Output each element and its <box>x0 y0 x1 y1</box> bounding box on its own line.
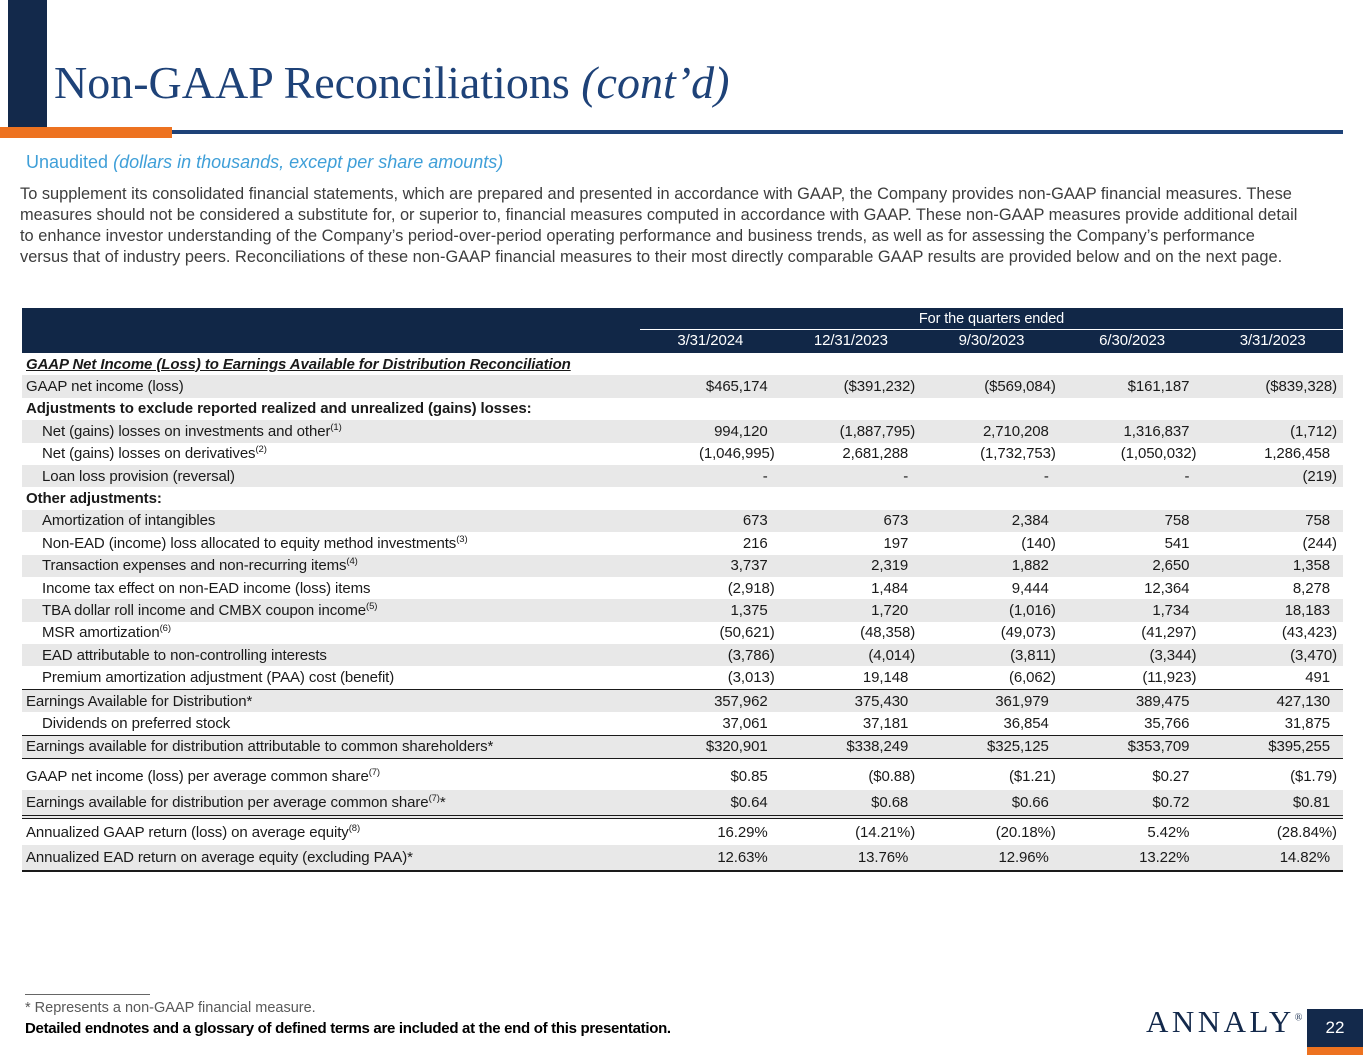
row-value: (1,887,795) <box>839 422 916 440</box>
page-title-text: Non-GAAP Reconciliations <box>54 57 570 108</box>
row-label-suffix: * <box>439 793 446 811</box>
row-value: 1,484 <box>871 579 909 597</box>
row-value: 13.22% <box>1139 849 1190 867</box>
row-label-text: Net (gains) losses on derivatives <box>42 445 256 463</box>
row-value: $0.85 <box>730 768 768 786</box>
column-header: 3/31/2023 <box>1239 332 1306 349</box>
row-value: (43,423) <box>1281 624 1337 642</box>
row-value: $0.66 <box>1011 793 1049 811</box>
page-number-accent-bar <box>1307 1047 1363 1055</box>
row-value: 389,475 <box>1135 692 1190 710</box>
row-value: 37,061 <box>722 714 768 732</box>
table-row <box>22 577 1343 599</box>
intro-paragraph <box>20 184 1350 268</box>
row-value: 37,181 <box>862 714 909 732</box>
intro-line: versus that of industry peers. Reconciliations of these non-GAAP financial measures to their most directly comparable GAAP results are provided below and on the next page. <box>20 248 1283 266</box>
row-value: (48,358) <box>860 624 916 642</box>
row-label-suffix: * <box>487 738 494 756</box>
row-label <box>22 669 640 686</box>
row-label-text: MSR amortization <box>42 624 160 642</box>
row-value: (3,344) <box>1149 646 1197 664</box>
row-value: $353,709 <box>1127 738 1190 756</box>
row-value: (3,811) <box>1010 646 1056 664</box>
row-value: (1,016) <box>1008 601 1056 619</box>
row-value: ($569,084) <box>984 378 1056 396</box>
row-label-text: GAAP net income (loss) per average common share <box>26 768 369 786</box>
row-value: $320,901 <box>705 738 768 756</box>
column-header: 9/30/2023 <box>958 332 1025 349</box>
row-label <box>22 535 640 552</box>
row-value: 2,681,288 <box>842 445 909 463</box>
table-row <box>22 764 1343 790</box>
row-value: 12.96% <box>998 849 1049 867</box>
table-row <box>22 465 1343 487</box>
row-value: $395,255 <box>1268 738 1330 756</box>
footnote-ref: (7) <box>428 792 440 804</box>
unaudited-prefix: Unaudited <box>26 152 114 172</box>
row-value: 1,358 <box>1292 557 1330 575</box>
row-label <box>22 468 640 485</box>
row-value: (11,923) <box>1142 669 1197 687</box>
row-value: 13.76% <box>857 849 909 867</box>
row-label-text: GAAP Net Income (Loss) to Earnings Available for Distribution Reconciliation <box>26 355 571 373</box>
unaudited-italic: (dollars in thousands, except per share amounts) <box>113 152 504 172</box>
table-row <box>22 353 1343 375</box>
row-label-text: Annualized EAD return on average equity (excluding PAA) <box>26 849 408 867</box>
row-value: 375,430 <box>854 692 909 710</box>
row-value: 31,875 <box>1284 714 1330 732</box>
row-value: $0.68 <box>871 793 909 811</box>
intro-line: to enhance investor understanding of the Company’s period-over-period operating performance and business trends, as well as for assessing the Company’s performance <box>20 227 1255 245</box>
row-label-suffix: * <box>407 849 413 867</box>
row-value: 2,384 <box>1011 512 1049 530</box>
row-label-text: Annualized GAAP return (loss) on average equity <box>26 823 349 841</box>
row-label <box>22 557 640 574</box>
row-value: $0.64 <box>730 793 768 811</box>
row-value: 19,148 <box>862 669 909 687</box>
row-value: 673 <box>742 512 768 530</box>
row-label-text: Amortization of intangibles <box>42 512 216 530</box>
row-value: - <box>762 467 768 485</box>
row-label-text: TBA dollar roll income and CMBX coupon income <box>42 601 366 619</box>
row-label-text: Other adjustments: <box>26 490 162 508</box>
row-label-text: Premium amortization adjustment (PAA) cost (benefit) <box>42 669 395 687</box>
row-value: ($1.79) <box>1290 768 1337 786</box>
table-row <box>22 532 1343 554</box>
row-value: 197 <box>883 534 909 552</box>
footnote-ref: (5) <box>366 600 378 612</box>
footnote-rule <box>25 994 150 995</box>
footnote-ref: (2) <box>255 444 267 456</box>
column-header-spacer <box>22 332 640 349</box>
row-value: (2,918) <box>727 579 775 597</box>
row-value: (3,470) <box>1290 646 1337 664</box>
row-value: ($0.88) <box>868 768 916 786</box>
accent-rule-orange <box>0 127 172 138</box>
table-row <box>22 510 1343 532</box>
page-number-badge <box>1307 1009 1363 1047</box>
footnote-ref: (8) <box>348 822 361 834</box>
row-value: (1,732,753) <box>980 445 1056 463</box>
table-row <box>22 443 1343 465</box>
annaly-logo-text: ANNALY <box>1146 1004 1295 1039</box>
unaudited-note <box>26 152 503 173</box>
table-row <box>22 420 1343 442</box>
row-value: ($839,328) <box>1265 378 1337 396</box>
row-label <box>22 602 640 619</box>
row-label <box>22 624 640 641</box>
row-value: 491 <box>1305 669 1330 687</box>
row-label <box>22 580 640 597</box>
row-value: (244) <box>1302 534 1337 552</box>
row-value: 1,316,837 <box>1123 422 1190 440</box>
row-label <box>22 647 640 664</box>
row-value: $161,187 <box>1127 378 1190 396</box>
row-label <box>22 423 640 440</box>
row-value: (3,013) <box>727 669 775 687</box>
row-value: $0.81 <box>1292 793 1330 811</box>
footnote-ref: (1) <box>330 421 342 433</box>
table-row <box>22 599 1343 621</box>
row-value: (140) <box>1021 534 1056 552</box>
row-value: $338,249 <box>846 738 909 756</box>
table-header-band <box>22 308 1343 353</box>
page-number: 22 <box>1325 1018 1345 1037</box>
row-value: ($391,232) <box>843 378 916 396</box>
intro-line: measures should not be considered a substitute for, or superior to, financial measures computed in accordance with GAAP. These non-GAAP measures provide additional detail <box>20 206 1298 224</box>
row-label-text: Transaction expenses and non-recurring items <box>42 557 347 575</box>
row-value: (6,062) <box>1008 669 1056 687</box>
column-header: 12/31/2023 <box>813 332 888 349</box>
row-value: 2,650 <box>1152 557 1190 575</box>
row-value: (1,712) <box>1290 422 1337 440</box>
row-label <box>22 378 640 395</box>
row-value: 758 <box>1305 512 1330 530</box>
table-row <box>22 819 1343 845</box>
row-label-text: Income tax effect on non-EAD income (loss) items <box>42 579 371 597</box>
row-value: $325,125 <box>987 738 1049 756</box>
corner-accent-bar <box>8 0 47 127</box>
row-label-text: Adjustments to exclude reported realized and unrealized (gains) losses: <box>26 400 532 418</box>
column-header: 3/31/2024 <box>677 332 744 349</box>
row-value: 16.29% <box>717 823 768 841</box>
row-value: 1,882 <box>1011 557 1049 575</box>
row-value: 1,375 <box>730 601 768 619</box>
row-value: 2,710,208 <box>982 422 1049 440</box>
row-value: 18,183 <box>1284 601 1330 619</box>
row-value: (219) <box>1302 467 1337 485</box>
registered-mark-icon: ® <box>1294 1012 1303 1024</box>
footnote-asterisk: * Represents a non-GAAP financial measure. <box>25 1000 316 1016</box>
row-value: 9,444 <box>1011 579 1049 597</box>
row-label <box>22 768 640 785</box>
row-label <box>22 445 640 462</box>
row-label <box>22 715 640 732</box>
table-row <box>22 375 1343 397</box>
row-value: (4,014) <box>868 646 916 664</box>
row-value: - <box>1043 467 1049 485</box>
row-label-text: Net (gains) losses on investments and other <box>42 422 331 440</box>
row-value: - <box>903 467 909 485</box>
row-label <box>22 693 640 710</box>
intro-line: To supplement its consolidated financial statements, which are prepared and presented in accordance with GAAP, the Company provides non-GAAP financial measures. These <box>20 185 1292 203</box>
row-value: 2,319 <box>871 557 909 575</box>
footnote-ref: (3) <box>456 533 468 545</box>
table-row <box>22 689 1343 712</box>
row-label <box>22 738 640 755</box>
row-label <box>22 849 640 866</box>
row-value: 3,737 <box>730 557 768 575</box>
row-value: $0.72 <box>1152 793 1190 811</box>
row-value: 673 <box>883 512 909 530</box>
row-value: 758 <box>1164 512 1190 530</box>
row-value: 541 <box>1164 534 1190 552</box>
footnote-ref: (6) <box>159 623 171 635</box>
table-body <box>22 353 1343 872</box>
row-value: 1,286,458 <box>1264 445 1330 463</box>
accent-rule-blue <box>172 130 1343 134</box>
row-value: ($1.21) <box>1008 768 1056 786</box>
row-label-text: EAD attributable to non-controlling interests <box>42 646 327 664</box>
table-row <box>22 790 1343 820</box>
reconciliation-table <box>22 308 1343 872</box>
row-value: 5.42% <box>1147 823 1190 841</box>
row-label-text: Dividends on preferred stock <box>42 714 231 732</box>
column-headers-row <box>22 330 1343 353</box>
row-label-text: Earnings available for distribution per average common share <box>26 793 429 811</box>
footnote-ref: (7) <box>368 767 380 779</box>
row-label <box>22 794 640 811</box>
row-label-text: Earnings Available for Distribution <box>26 692 247 710</box>
row-label <box>22 512 640 529</box>
row-value: 357,962 <box>714 692 768 710</box>
row-value: 361,979 <box>995 692 1049 710</box>
row-value: 1,720 <box>871 601 909 619</box>
footnote-endnotes: Detailed endnotes and a glossary of defined terms are included at the end of this presentation. <box>25 1020 671 1037</box>
row-label <box>22 356 1343 373</box>
quarters-ended-label: For the quarters ended <box>640 308 1343 330</box>
row-value: 35,766 <box>1144 714 1190 732</box>
table-row <box>22 845 1343 873</box>
row-value: - <box>1184 467 1190 485</box>
row-value: 216 <box>742 534 768 552</box>
column-header: 6/30/2023 <box>1099 332 1165 349</box>
row-value: (1,046,995) <box>698 445 775 463</box>
row-value: 12,364 <box>1144 579 1190 597</box>
row-label <box>22 824 640 841</box>
row-label <box>22 400 1343 417</box>
table-row <box>22 487 1343 509</box>
table-row <box>22 622 1343 644</box>
row-value: (3,786) <box>727 646 775 664</box>
row-value: (28.84%) <box>1276 823 1337 841</box>
row-value: $0.27 <box>1152 768 1190 786</box>
row-value: 994,120 <box>714 422 768 440</box>
row-value: (49,073) <box>1000 624 1056 642</box>
table-row <box>22 735 1343 759</box>
row-value: 14.82% <box>1279 849 1330 867</box>
row-value: (14.21%) <box>855 823 916 841</box>
row-label-suffix: * <box>246 692 253 710</box>
row-value: 12.63% <box>717 849 768 867</box>
row-value: (20.18%) <box>995 823 1056 841</box>
row-label-text: Earnings available for distribution attributable to common shareholders <box>26 738 488 756</box>
page-title-contd: (cont’d) <box>581 57 730 108</box>
row-value: (41,297) <box>1141 624 1197 642</box>
annaly-logo <box>1146 1004 1302 1040</box>
row-value: $465,174 <box>705 378 768 396</box>
footnote-ref: (4) <box>346 556 358 568</box>
row-label <box>22 490 1343 507</box>
row-value: 36,854 <box>1003 714 1049 732</box>
row-value: (1,050,032) <box>1120 445 1197 463</box>
table-row <box>22 666 1343 688</box>
table-row <box>22 555 1343 577</box>
table-row <box>22 398 1343 420</box>
row-value: 1,734 <box>1152 601 1190 619</box>
row-value: 427,130 <box>1276 692 1330 710</box>
page-title <box>54 56 729 109</box>
table-row <box>22 712 1343 734</box>
row-value: 8,278 <box>1292 579 1330 597</box>
row-value: (50,621) <box>719 624 775 642</box>
row-label-text: Non-EAD (income) loss allocated to equity method investments <box>42 534 457 552</box>
row-label-text: GAAP net income (loss) <box>26 378 184 396</box>
table-row <box>22 644 1343 666</box>
row-label-text: Loan loss provision (reversal) <box>42 467 235 485</box>
